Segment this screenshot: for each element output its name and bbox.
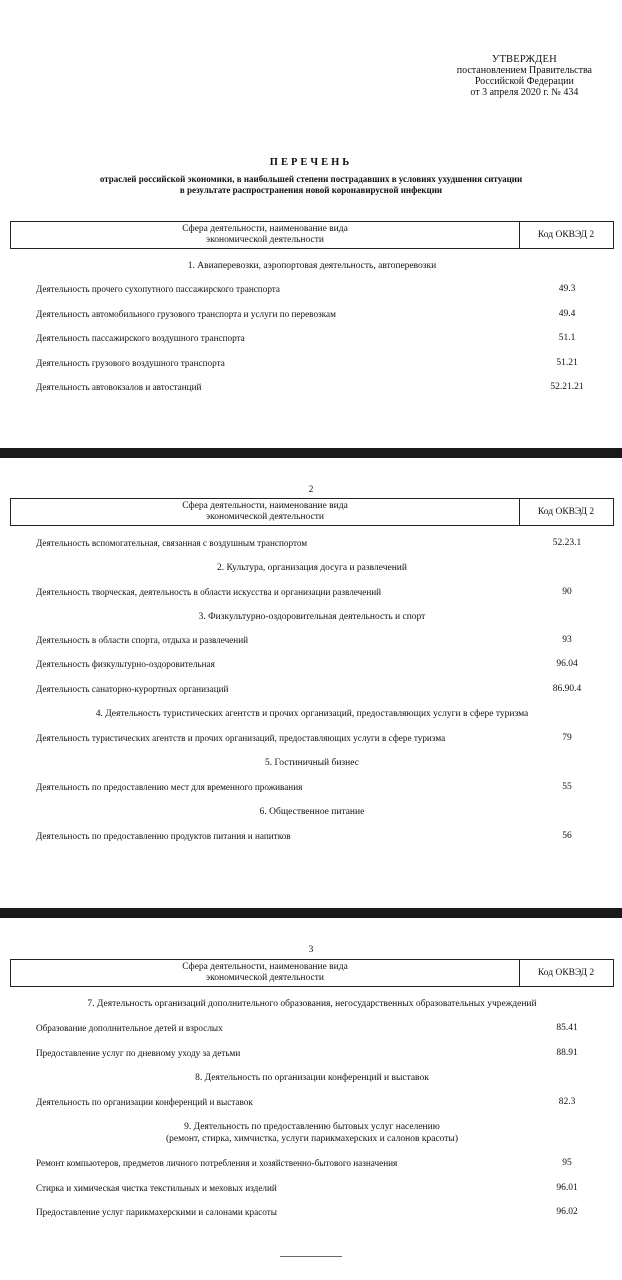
table-row-code: 96.04 xyxy=(556,659,578,669)
table-row-activity: Стирка и химическая чистка текстильных и меховых изделий xyxy=(36,1183,277,1193)
table-row-code: 49.3 xyxy=(558,284,576,294)
approval-line: постановлением Правительства xyxy=(456,65,592,76)
table-row-activity: Деятельность автомобильного грузового транспорта и услуги по перевозкам xyxy=(36,309,336,319)
table-row-activity: Деятельность по предоставлению продуктов питания и напитков xyxy=(36,831,291,841)
section-heading: 4. Деятельность туристических агентств и прочих организаций, предоставляющих услуги в сфере туризма xyxy=(95,709,529,719)
table-row-code: 51.21 xyxy=(556,358,578,368)
title-main: ПЕРЕЧЕНЬ xyxy=(269,157,353,168)
table-row-code: 96.01 xyxy=(556,1183,578,1193)
table-row-activity: Образование дополнительное детей и взрослых xyxy=(36,1023,223,1033)
section-heading: 7. Деятельность организаций дополнительного образования, негосударственных образовательных учреждений xyxy=(87,999,537,1009)
table-header xyxy=(10,221,614,249)
section-heading: 3. Физкультурно-оздоровительная деятельность и спорт xyxy=(198,612,426,622)
table-header xyxy=(10,959,614,987)
table-row-code: 95 xyxy=(562,1158,572,1168)
footer-rule xyxy=(280,1256,342,1257)
title-subtitle: отраслей российской экономики, в наибольшей степени пострадавших в условиях ухудшения ситуации xyxy=(99,174,523,184)
document-page-2 xyxy=(0,458,622,908)
table-header xyxy=(10,498,614,526)
table-row-activity: Деятельность по организации конференций и выставок xyxy=(36,1097,253,1107)
section-heading: 2. Культура, организация досуга и развлечений xyxy=(217,563,407,573)
header-code: Код ОКВЭД 2 xyxy=(537,230,595,240)
table-row-activity: Деятельность пассажирского воздушного транспорта xyxy=(36,333,245,343)
table-row-activity: Ремонт компьютеров, предметов личного потребления и хозяйственно-бытового назначения xyxy=(36,1158,398,1168)
table-row-code: 51.1 xyxy=(558,333,576,343)
table-row-code: 85.41 xyxy=(556,1023,578,1033)
approval-line: от 3 апреля 2020 г. № 434 xyxy=(470,87,579,98)
table-row-activity: Деятельность туристических агентств и прочих организаций, предоставляющих услуги в сфере туризма xyxy=(36,733,446,743)
table-row-code: 86.90.4 xyxy=(552,684,582,694)
header-code: Код ОКВЭД 2 xyxy=(537,968,595,978)
table-row-code: 88.91 xyxy=(556,1048,578,1058)
table-row-activity: Деятельность творческая, деятельность в области искусства и организации развлечений xyxy=(36,587,382,597)
table-row-activity: Деятельность автовокзалов и автостанций xyxy=(36,382,202,392)
document-title xyxy=(0,157,622,196)
table-row-activity: Деятельность прочего сухопутного пассажирского транспорта xyxy=(36,284,280,294)
section-heading: 8. Деятельность по организации конференций и выставок xyxy=(195,1073,429,1083)
approval-heading: УТВЕРЖДЕН xyxy=(491,54,557,65)
table-row-code: 55 xyxy=(562,782,572,792)
section-heading: 5. Гостиничный бизнес xyxy=(265,758,359,768)
document-page-1 xyxy=(0,0,622,448)
header-activity: Сфера деятельности, наименование вида экономической деятельности xyxy=(11,499,520,525)
document-page-3 xyxy=(0,918,622,1280)
table-row-activity: Деятельность по предоставлению мест для временного проживания xyxy=(36,782,303,792)
page-number: 2 xyxy=(308,485,314,495)
table-row-code: 96.02 xyxy=(556,1207,578,1217)
page-number: 3 xyxy=(308,945,314,955)
header-activity: Сфера деятельности, наименование вида экономической деятельности xyxy=(11,222,520,248)
header-activity: Сфера деятельности, наименование вида экономической деятельности xyxy=(11,960,520,986)
approval-line: Российской Федерации xyxy=(474,76,574,87)
table-row-activity: Деятельность грузового воздушного транспорта xyxy=(36,358,225,368)
page-separator xyxy=(0,908,622,918)
table-row-code: 90 xyxy=(562,587,572,597)
table-row-code: 52.23.1 xyxy=(552,538,582,548)
table-row-activity: Предоставление услуг парикмахерскими и салонами красоты xyxy=(36,1207,277,1217)
table-row-activity: Предоставление услуг по дневному уходу за детьми xyxy=(36,1048,241,1058)
table-row-code: 56 xyxy=(562,831,572,841)
table-row-activity: Деятельность санаторно-курортных организаций xyxy=(36,684,229,694)
approval-stamp xyxy=(457,54,592,98)
title-subtitle: в результате распространения новой коронавирусной инфекции xyxy=(179,185,443,195)
section-heading: 6. Общественное питание xyxy=(259,807,365,817)
table-row-code: 79 xyxy=(562,733,572,743)
table-row-activity: Деятельность в области спорта, отдыха и развлечений xyxy=(36,635,249,645)
page-separator xyxy=(0,448,622,458)
table-row-code: 82.3 xyxy=(558,1097,576,1107)
table-row-code: 49.4 xyxy=(558,309,576,319)
table-row-activity: Деятельность вспомогательная, связанная с воздушным транспортом xyxy=(36,538,308,548)
table-row-activity: Деятельность физкультурно-оздоровительная xyxy=(36,659,215,669)
table-row-code: 93 xyxy=(562,635,572,645)
table-row-code: 52.21.21 xyxy=(550,382,584,392)
header-code: Код ОКВЭД 2 xyxy=(537,507,595,517)
section-heading: 9. Деятельность по предоставлению бытовых услуг населению (ремонт, стирка, химчистка, услуги парикмахерских и салонов красоты) xyxy=(166,1122,458,1144)
section-heading: 1. Авиаперевозки, аэропортовая деятельность, автоперевозки xyxy=(187,261,437,271)
